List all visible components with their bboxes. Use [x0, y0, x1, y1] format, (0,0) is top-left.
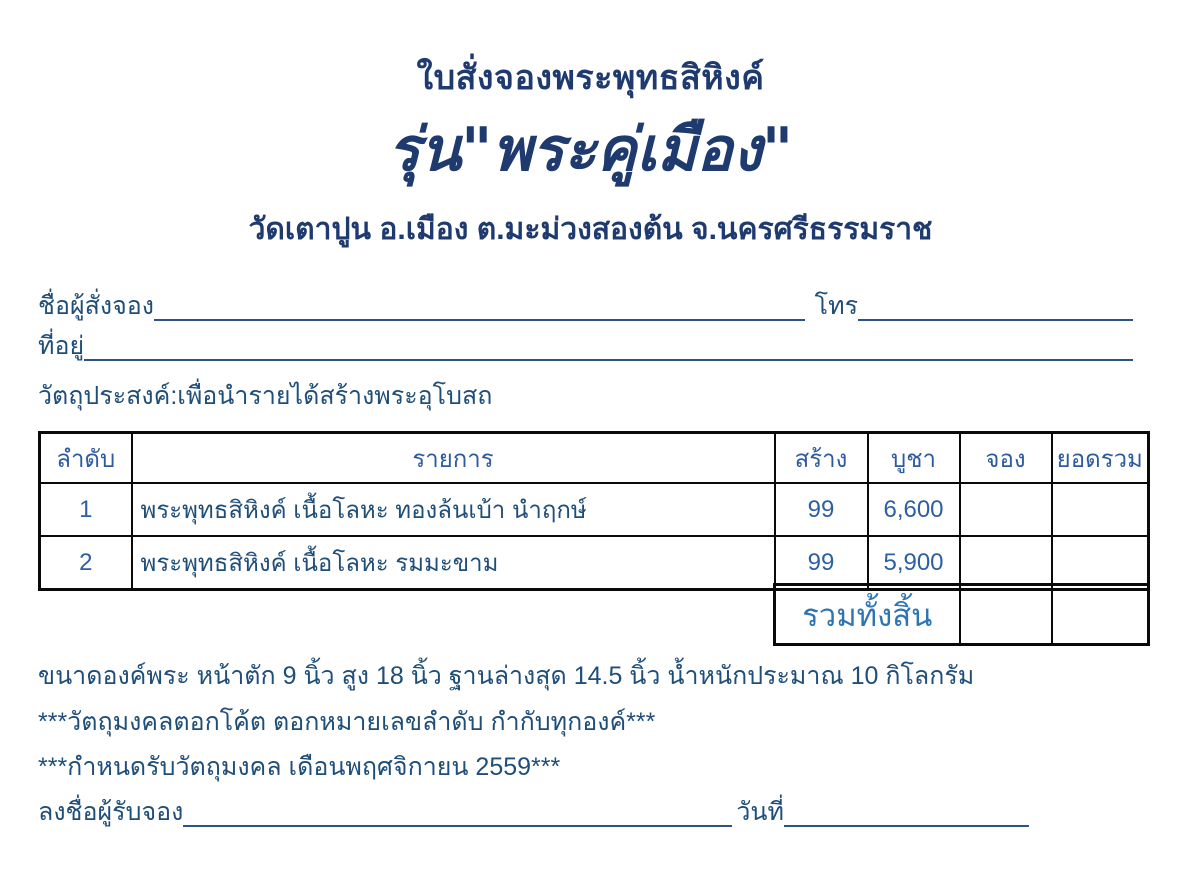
temple-address: วัดเตาปูน อ.เมือง ต.มะม่วงสองต้น จ.นครศรีธรรมราช — [248, 213, 933, 246]
code-stamp-note: ***วัตถุมงคลตอกโค้ต ตอกหมายเลขลำดับ กำกับทุกองค์*** — [38, 708, 656, 736]
grand-total-row — [775, 585, 1149, 645]
grand-total-label: รวมทั้งสิ้น — [775, 585, 960, 645]
orderer-row — [38, 292, 1133, 321]
purpose-text: วัตถุประสงค์:เพื่อนำรายได้สร้างพระอุโบสถ — [38, 382, 493, 410]
size-note: ขนาดองค์พระ หน้าตัก 9 นิ้ว สูง 18 นิ้ว ฐานล่างสุด 14.5 นิ้ว น้ำหนักประมาณ 10 กิโลกรัม — [38, 662, 975, 690]
orderer-name-field — [154, 293, 805, 321]
grand-total-amount-cell — [1052, 585, 1149, 645]
phone-field — [858, 293, 1133, 321]
col-header-total: ยอดรวม — [1052, 433, 1149, 484]
row-price: 6,600 — [868, 483, 960, 536]
address-label: ที่อยู่ — [38, 332, 85, 360]
phone-label: โทร — [814, 292, 858, 320]
grand-total-table — [773, 583, 1150, 646]
signature-label: ลงชื่อผู้รับจอง — [38, 798, 184, 826]
col-header-price: บูชา — [868, 433, 960, 484]
address-row — [38, 332, 1133, 361]
order-table — [38, 431, 1150, 591]
col-header-no: ลำดับ — [40, 433, 132, 484]
table-header-row — [40, 433, 1149, 484]
grand-total-reserve-cell — [960, 585, 1052, 645]
col-header-reserve: จอง — [960, 433, 1052, 484]
row-total-cell — [1052, 536, 1149, 590]
signature-row — [38, 798, 1029, 827]
row-made: 99 — [775, 536, 868, 590]
row-reserve-cell — [960, 483, 1052, 536]
table-row — [40, 483, 1149, 536]
row-item: พระพุทธสิหิงค์ เนื้อโลหะ รมมะขาม — [132, 536, 775, 590]
date-label: วันที่ — [736, 798, 784, 826]
row-no: 1 — [40, 483, 132, 536]
table-row — [40, 536, 1149, 590]
page-title: ใบสั่งจองพระพุทธสิหิงค์ — [416, 59, 765, 97]
col-header-made: สร้าง — [775, 433, 868, 484]
date-field — [784, 799, 1029, 827]
row-no: 2 — [40, 536, 132, 590]
orderer-name-label: ชื่อผู้สั่งจอง — [38, 292, 154, 320]
row-total-cell — [1052, 483, 1149, 536]
row-made: 99 — [775, 483, 868, 536]
address-field — [84, 333, 1133, 361]
pickup-date-note: ***กำหนดรับวัตถุมงคล เดือนพฤศจิกายน 2559*** — [38, 753, 561, 781]
signature-field — [183, 799, 732, 827]
row-item: พระพุทธสิหิงค์ เนื้อโลหะ ทองล้นเบ้า นำฤกษ์ — [132, 483, 775, 536]
col-header-item: รายการ — [132, 433, 775, 484]
row-price: 5,900 — [868, 536, 960, 590]
row-reserve-cell — [960, 536, 1052, 590]
edition-title: รุ่น"พระคู่เมือง" — [387, 115, 794, 185]
